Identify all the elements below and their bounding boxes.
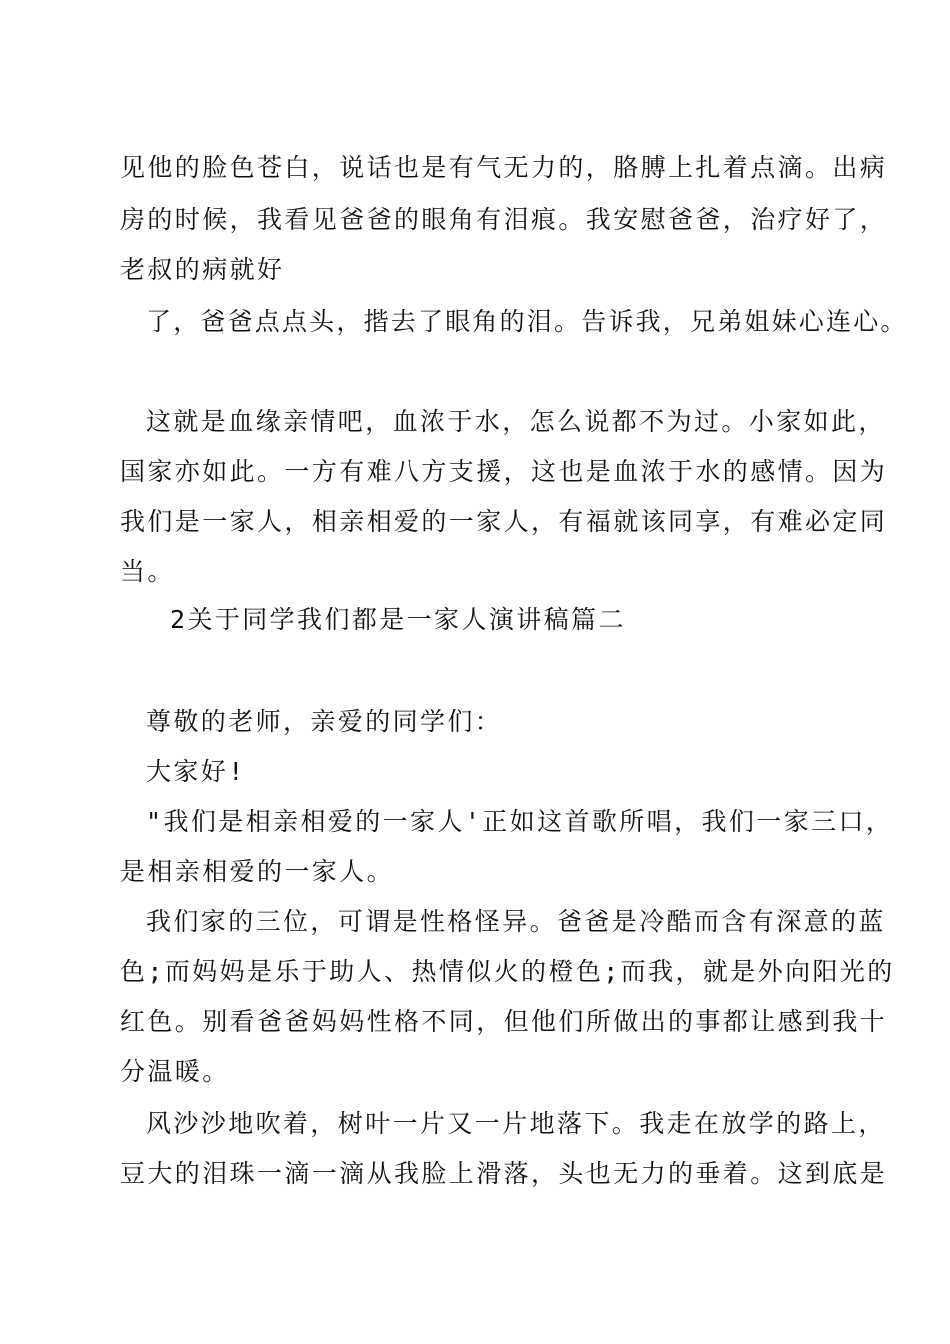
text-line: 豆大的泪珠一滴一滴从我脸上滑落，头也无力的垂着。这到底是 [120, 1159, 888, 1188]
text-line: 红色。别看爸爸妈妈性格不同，但他们所做出的事都让感到我十 [120, 1007, 888, 1036]
text-line: 房的时候，我看见爸爸的眼角有泪痕。我安慰爸爸，治疗好了， [120, 205, 888, 234]
salutation: 尊敬的老师，亲爱的同学们： [146, 707, 503, 736]
text-line: 见他的脸色苍白，说话也是有气无力的，胳膊上扎着点滴。出病 [120, 153, 888, 182]
greeting: 大家好! [146, 757, 246, 786]
text-line: 我们是一家人，相亲相爱的一家人，有福就该同享，有难必定同 [120, 507, 888, 536]
text-line: "我们是相亲相爱的一家人'正如这首歌所唱，我们一家三口， [146, 807, 894, 836]
text-line: 当。 [120, 557, 175, 586]
text-line: 老叔的病就好 [120, 255, 285, 284]
text-line: 分温暖。 [120, 1057, 230, 1086]
text-line: 了，爸爸点点头，揩去了眼角的泪。告诉我，兄弟姐妹心连心。 [146, 307, 908, 336]
section-heading: 2关于同学我们都是一家人演讲稿篇二 [170, 605, 626, 634]
text-line: 风沙沙地吹着，树叶一片又一片地落下。我走在放学的路上， [146, 1109, 886, 1138]
text-line: 我们家的三位，可谓是性格怪异。爸爸是冷酷而含有深意的蓝 [146, 907, 886, 936]
text-line: 这就是血缘亲情吧，血浓于水，怎么说都不为过。小家如此， [146, 407, 886, 436]
text-line: 国家亦如此。一方有难八方支援，这也是血浓于水的感情。因为 [120, 457, 888, 486]
text-line: 色;而妈妈是乐于助人、热情似火的橙色;而我，就是外向阳光的 [120, 957, 895, 986]
text-line: 是相亲相爱的一家人。 [120, 857, 395, 886]
